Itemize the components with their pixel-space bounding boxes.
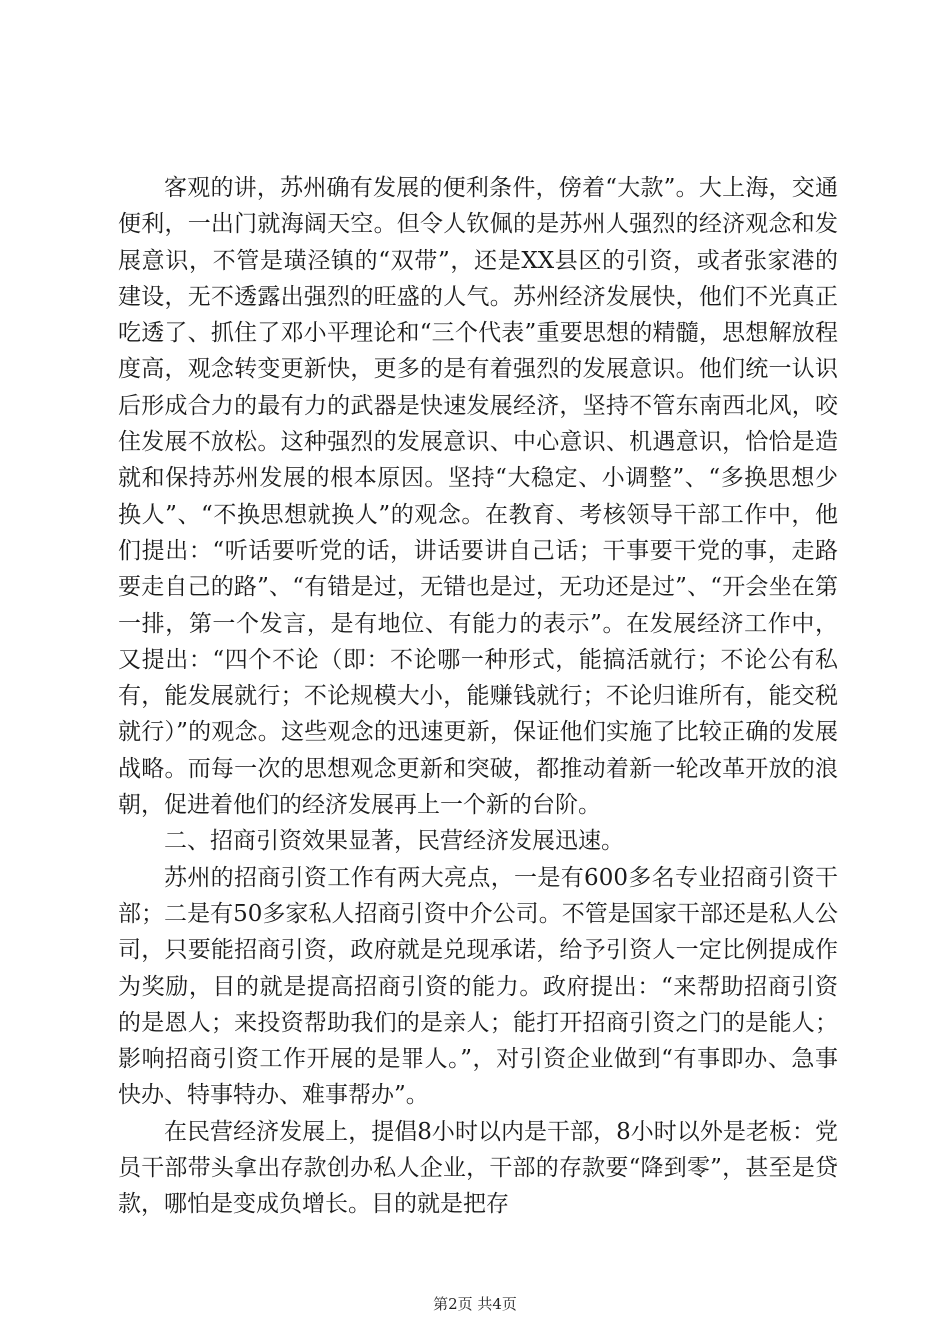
page-number-footer: 第2页 共4页 [433, 1295, 517, 1313]
paragraph-investment: 苏州的招商引资工作有两大亮点，一是有600多名专业招商引资干部；二是有50多家私人招商引资中介公司。不管是国家干部还是私人公司，只要能招商引资，政府就是兑现承诺，给予引资人一定比例提成作为奖励，目的就是提高招商引资的能力。政府提出：“来帮助招商引资的是恩人；来投资帮助我们的是亲人；能打开招商引资之门的是能人；影响招商引资工作开展的是罪人。”，对引资企业做到“有事即办、急事快办、特事特办、难事帮办”。 [118, 864, 838, 1109]
paragraph-private-economy: 在民营经济发展上，提倡8小时以内是干部，8小时以外是老板：党员干部带头拿出存款创办私人企业，干部的存款要“降到零”，甚至是贷款，哪怕是变成负增长。目的就是把存 [118, 1118, 838, 1218]
paragraph-intro: 客观的讲，苏州确有发展的便利条件，傍着“大款”。大上海，交通便利，一出门就海阔天空。但令人钦佩的是苏州人强烈的经济观念和发展意识，不管是璜泾镇的“双带”，还是XX县区的引资，或者张家港的建设，无不透露出强烈的旺盛的人气。苏州经济发展快，他们不光真正吃透了、抓住了邓小平理论和“三个代表”重要思想的精髓，思想解放程度高，观念转变更新快，更多的是有着强烈的发展意识。他们统一认识后形成合力的最有力的武器是快速发展经济，坚持不管东南西北风，咬住发展不放松。这种强烈的发展意识、中心意识、机遇意识，恰恰是造就和保持苏州发展的根本原因。坚持“大稳定、小调整”、“多换思想少换人”、“不换思想就换人”的观念。在教育、考核领导干部工作中，他们提出：“听话要听党的话，讲话要讲自己话；干事要干党的事，走路要走自己的路”、“有错是过，无错也是过，无功还是过”、“开会坐在第一排，第一个发言，是有地位、有能力的表示”。在发展经济工作中，又提出：“四个不论（即：不论哪一种形式，能搞活就行；不论公有私有，能发展就行；不论规模大小，能赚钱就行；不论归谁所有，能交税就行）”的观念。这些观念的迅速更新，保证他们实施了比较正确的发展战略。而每一次的思想观念更新和突破，都推动着新一轮改革开放的浪朝，促进着他们的经济发展再上一个新的台阶。 [118, 175, 838, 819]
document-body [118, 170, 838, 1223]
section-heading: 二、招商引资效果显著，民营经济发展迅速。 [164, 828, 624, 855]
